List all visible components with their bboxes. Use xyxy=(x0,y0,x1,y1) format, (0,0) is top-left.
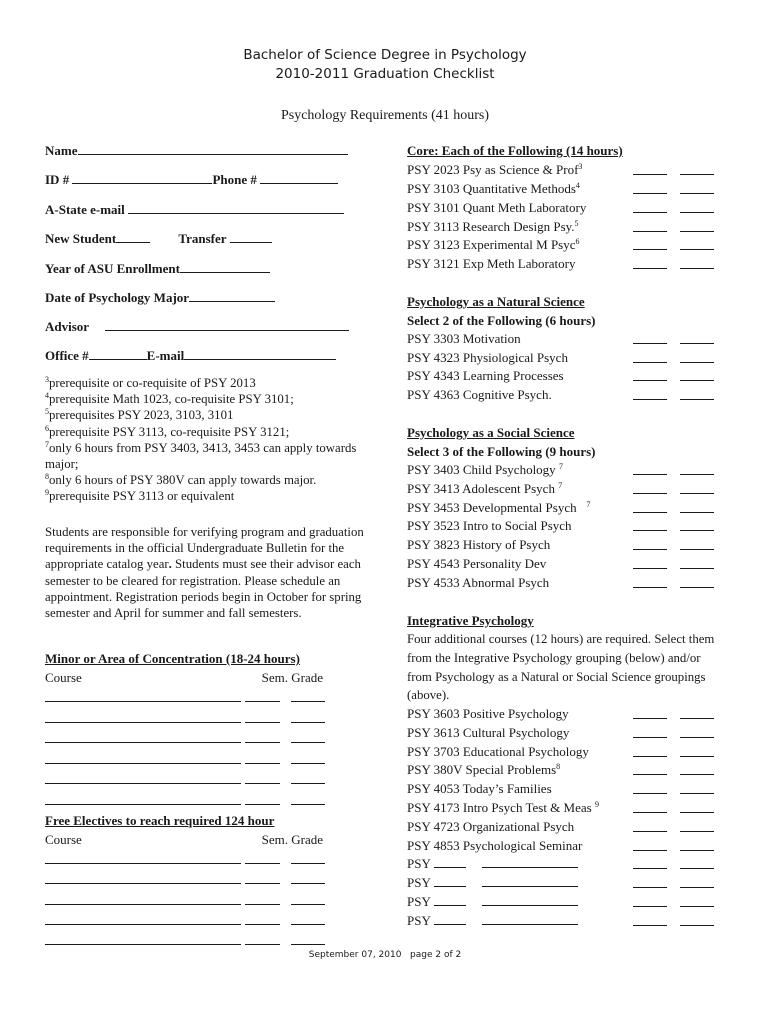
elective-entry-row[interactable] xyxy=(45,895,325,905)
sem-blank[interactable] xyxy=(633,181,667,194)
grade-blank[interactable] xyxy=(680,387,714,400)
core-heading: Core: Each of the Following (14 hours) xyxy=(407,143,623,158)
course-row: PSY 3113 Research Design Psy.$^5$ xyxy=(407,219,717,237)
course-row: PSY 3123 Experimental M Psyc$^6$ xyxy=(407,237,717,255)
new-student-label: New Student xyxy=(45,231,117,246)
course-row: PSY 3303 Motivation xyxy=(407,331,717,349)
sem-blank[interactable] xyxy=(633,518,667,531)
elective-entry-row[interactable] xyxy=(45,935,325,945)
minor-entry-row[interactable] xyxy=(45,774,325,784)
name-field[interactable] xyxy=(78,143,348,155)
write-in-course-row: PSY xyxy=(407,875,717,893)
grade-blank[interactable] xyxy=(680,575,714,588)
email-field[interactable] xyxy=(128,202,344,214)
course-row: PSY 4053 Today’s Families xyxy=(407,781,717,799)
course-title-blank[interactable] xyxy=(482,913,578,925)
transfer-label: Transfer xyxy=(178,231,227,246)
sem-blank[interactable] xyxy=(633,575,667,588)
minor-sem-grade-header: Sem. Grade xyxy=(261,670,323,685)
write-in-course-row: PSY xyxy=(407,856,717,874)
course-row: PSY 3413 Adolescent Psych $^7$ xyxy=(407,481,717,499)
course-row: PSY 4343 Learning Processes xyxy=(407,368,717,386)
student-type-row xyxy=(45,231,272,247)
grade-blank[interactable] xyxy=(680,481,714,494)
course-title-blank[interactable] xyxy=(482,856,578,868)
office-email-label: E-mail xyxy=(146,348,185,363)
sem-blank[interactable] xyxy=(633,800,667,813)
electives-column-headers xyxy=(45,832,323,848)
course-number-blank[interactable] xyxy=(434,875,466,887)
responsibility-notice: Students are responsible for verifying program and graduation requirements in the official Undergraduate Bulletin for the appropriate catalog year. Students must see their advisor each semester to be cleared for registration. Please schedule an appointment. Registration periods begin in October for spring semester and April for summer and fall semesters. xyxy=(45,525,364,621)
course-title-blank[interactable] xyxy=(482,875,578,887)
grade-blank[interactable] xyxy=(680,350,714,363)
sem-blank[interactable] xyxy=(633,913,667,926)
social-science-select: Select 3 of the Following (9 hours) xyxy=(407,444,596,459)
sem-blank[interactable] xyxy=(633,350,667,363)
course-row: PSY 3101 Quant Meth Laboratory xyxy=(407,200,717,218)
natural-science-heading: Psychology as a Natural Science xyxy=(407,294,585,309)
minor-course-header: Course xyxy=(45,670,82,685)
course-row: PSY 4543 Personality Dev xyxy=(407,556,717,574)
elective-entry-row[interactable] xyxy=(45,854,325,864)
footnote: $^5$prerequisites PSY 2023, 3103, 3101 xyxy=(45,407,234,423)
page-footer: September 07, 2010 page 2 of 2 xyxy=(308,950,462,960)
sem-blank[interactable] xyxy=(633,500,667,513)
grade-blank[interactable] xyxy=(680,819,714,832)
sem-blank[interactable] xyxy=(633,725,667,738)
minor-entry-row[interactable] xyxy=(45,733,325,743)
course-row: PSY 4173 Intro Psych Test & Meas $^9$ xyxy=(407,800,717,818)
course-row: PSY 4323 Physiological Psych xyxy=(407,350,717,368)
course-title-blank[interactable] xyxy=(482,894,578,906)
minor-column-headers xyxy=(45,670,323,686)
sem-blank[interactable] xyxy=(633,368,667,381)
office-email-field[interactable] xyxy=(184,348,336,360)
grade-blank[interactable] xyxy=(680,219,714,232)
course-row: PSY 4853 Psychological Seminar xyxy=(407,838,717,856)
minor-entry-row[interactable] xyxy=(45,692,325,702)
electives-heading: Free Electives to reach required 124 hour xyxy=(45,813,275,828)
footnote: $^3$prerequisite or co-requisite of PSY 2013 xyxy=(45,375,256,390)
course-row: PSY 3453 Developmental Psych $^7$ xyxy=(407,500,717,518)
sem-blank[interactable] xyxy=(633,481,667,494)
course-row: PSY 2023 Psy as Science & Prof$^3$ xyxy=(407,162,717,180)
grade-blank[interactable] xyxy=(680,200,714,213)
grade-blank[interactable] xyxy=(680,762,714,775)
grade-blank[interactable] xyxy=(680,781,714,794)
electives-course-header: Course xyxy=(45,832,82,847)
new-student-field[interactable] xyxy=(116,231,150,243)
advisor-label: Advisor xyxy=(45,319,89,334)
phone-label: Phone # xyxy=(212,172,257,187)
sem-blank[interactable] xyxy=(633,537,667,550)
grade-blank[interactable] xyxy=(680,462,714,475)
sem-blank[interactable] xyxy=(633,237,667,250)
footnote: $^6$prerequisite PSY 3113, co-requisite PSY 3121; xyxy=(45,423,290,439)
sem-blank[interactable] xyxy=(633,781,667,794)
email-row xyxy=(45,202,344,218)
sem-blank[interactable] xyxy=(633,706,667,719)
course-row: PSY 3403 Child Psychology $^7$ xyxy=(407,462,717,480)
grade-blank[interactable] xyxy=(680,875,714,888)
elective-entry-row[interactable] xyxy=(45,915,325,925)
footnotes xyxy=(45,375,360,505)
course-row: PSY 3613 Cultural Psychology xyxy=(407,725,717,743)
course-number-blank[interactable] xyxy=(434,894,466,906)
elective-entry-row[interactable] xyxy=(45,874,325,884)
id-field[interactable] xyxy=(72,172,212,184)
course-row: PSY 380V Special Problems$^8$ xyxy=(407,762,717,780)
course-row: PSY 4363 Cognitive Psych. xyxy=(407,387,717,405)
enrollment-year-row xyxy=(45,261,270,277)
grade-blank[interactable] xyxy=(680,744,714,757)
sem-blank[interactable] xyxy=(633,894,667,907)
document-title: Bachelor of Science Degree in Psychology xyxy=(243,47,527,63)
id-label: ID # xyxy=(45,172,70,187)
enrollment-year-field[interactable] xyxy=(180,261,270,273)
major-date-row xyxy=(45,290,275,306)
course-number-blank[interactable] xyxy=(434,856,466,868)
sem-blank[interactable] xyxy=(633,462,667,475)
electives-sem-grade-header: Sem. Grade xyxy=(261,832,323,847)
grade-blank[interactable] xyxy=(680,181,714,194)
grade-blank[interactable] xyxy=(680,368,714,381)
sem-blank[interactable] xyxy=(633,256,667,269)
sem-blank[interactable] xyxy=(633,856,667,869)
advisor-field[interactable] xyxy=(105,319,349,331)
social-science-heading: Psychology as a Social Science xyxy=(407,425,575,440)
grade-blank[interactable] xyxy=(680,800,714,813)
grade-blank[interactable] xyxy=(680,894,714,907)
enrollment-year-label: Year of ASU Enrollment xyxy=(45,261,180,276)
grade-blank[interactable] xyxy=(680,518,714,531)
grade-blank[interactable] xyxy=(680,162,714,175)
sem-blank[interactable] xyxy=(633,875,667,888)
grade-blank[interactable] xyxy=(680,331,714,344)
major-date-label: Date of Psychology Major xyxy=(45,290,190,305)
office-label: Office # xyxy=(45,348,89,363)
minor-entry-row[interactable] xyxy=(45,713,325,723)
grade-blank[interactable] xyxy=(680,500,714,513)
sem-blank[interactable] xyxy=(633,200,667,213)
grade-blank[interactable] xyxy=(680,838,714,851)
grade-blank[interactable] xyxy=(680,556,714,569)
sem-blank[interactable] xyxy=(633,762,667,775)
transfer-field[interactable] xyxy=(230,231,272,243)
grade-blank[interactable] xyxy=(680,537,714,550)
sem-blank[interactable] xyxy=(633,556,667,569)
course-row: PSY 4723 Organizational Psych xyxy=(407,819,717,837)
name-row xyxy=(45,143,348,159)
grade-blank[interactable] xyxy=(680,913,714,926)
email-label: A-State e-mail xyxy=(45,202,125,217)
minor-entry-row[interactable] xyxy=(45,754,325,764)
requirements-subtitle: Psychology Requirements (41 hours) xyxy=(280,108,490,123)
minor-heading: Minor or Area of Concentration (18-24 hours) xyxy=(45,651,300,666)
office-row xyxy=(45,348,336,364)
sem-blank[interactable] xyxy=(633,744,667,757)
office-field[interactable] xyxy=(89,348,147,360)
name-label: Name xyxy=(45,143,78,158)
course-row: PSY 3703 Educational Psychology xyxy=(407,744,717,762)
phone-field[interactable] xyxy=(260,172,338,184)
sem-blank[interactable] xyxy=(633,838,667,851)
integrative-heading: Integrative Psychology xyxy=(407,613,534,628)
sem-blank[interactable] xyxy=(633,387,667,400)
footnote: $^8$only 6 hours of PSY 380V can apply towards major. xyxy=(45,472,317,488)
footnote: $^7$only 6 hours from PSY 3403, 3413, 3453 can apply towards major; xyxy=(45,439,357,472)
course-row: PSY 4533 Abnormal Psych xyxy=(407,575,717,593)
footnote: $^9$prerequisite PSY 3113 or equivalent xyxy=(45,488,235,504)
course-row: PSY 3823 History of Psych xyxy=(407,537,717,555)
write-in-course-row: PSY xyxy=(407,913,717,931)
course-row: PSY 3121 Exp Meth Laboratory xyxy=(407,256,717,274)
minor-entry-row[interactable] xyxy=(45,795,325,805)
write-in-course-row: PSY xyxy=(407,894,717,912)
course-row: PSY 3523 Intro to Social Psych xyxy=(407,518,717,536)
grade-blank[interactable] xyxy=(680,856,714,869)
id-phone-row xyxy=(45,172,338,188)
grade-blank[interactable] xyxy=(680,725,714,738)
advisor-row xyxy=(45,319,349,335)
grade-blank[interactable] xyxy=(680,256,714,269)
grade-blank[interactable] xyxy=(680,706,714,719)
integrative-description: Four additional courses (12 hours) are required. Select them from the Integrative Psychology grouping (below) and/or from Psychology as a Natural or Social Science groupings (above). xyxy=(407,632,715,703)
sem-blank[interactable] xyxy=(633,331,667,344)
sem-blank[interactable] xyxy=(633,219,667,232)
document-subtitle-year: 2010-2011 Graduation Checklist xyxy=(275,66,495,82)
natural-science-select: Select 2 of the Following (6 hours) xyxy=(407,313,596,328)
footnote: $^4$prerequisite Math 1023, co-requisite PSY 3101; xyxy=(45,391,294,407)
major-date-field[interactable] xyxy=(189,290,275,302)
grade-blank[interactable] xyxy=(680,237,714,250)
course-row: PSY 3603 Positive Psychology xyxy=(407,706,717,724)
sem-blank[interactable] xyxy=(633,162,667,175)
course-number-blank[interactable] xyxy=(434,913,466,925)
sem-blank[interactable] xyxy=(633,819,667,832)
course-row: PSY 3103 Quantitative Methods$^4$ xyxy=(407,181,717,199)
